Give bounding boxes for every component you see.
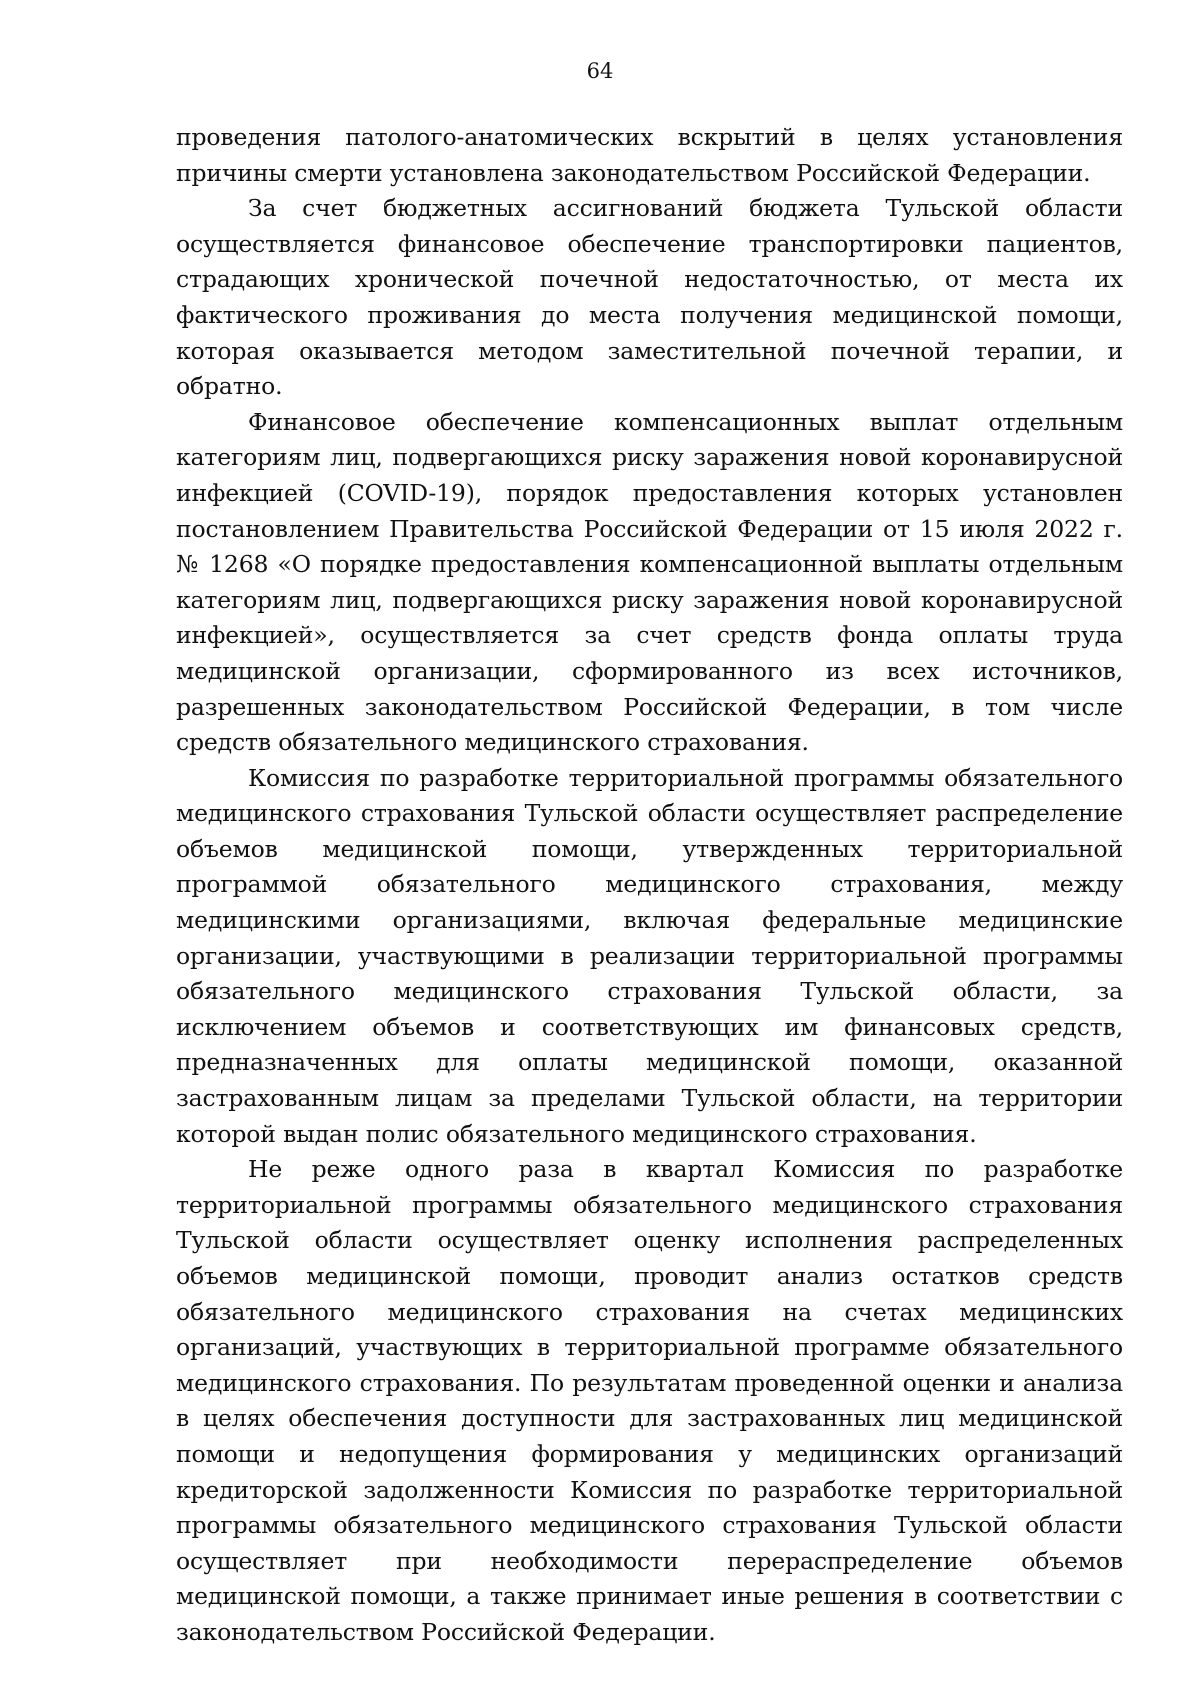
paragraph-commission-distribution: Комиссия по разработке территориальной программы обязательного медицинского страхования Тульской области осуществляет распределение объемов медицинской помощи, утвержденных территориальной программой обязательного медицинского страхования, между медицинскими организациями, включая федеральные медицинские организации, участвующими в реализации территориальной программы обязательного медицинского страхования Тульской области, за исключением объемов и соответствующих им финансовых средств, предназначенных для оплаты медицинской помощи, оказанной застрахованным лицам за пределами Тульской области, на территории которой выдан полис обязательного медицинского страхования.	[176, 763, 1123, 1148]
paragraph-covid-compensation: Финансовое обеспечение компенсационных выплат отдельным категориям лиц, подвергающихся риску заражения новой коронавирусной инфекцией (COVID-19), порядок предоставления которых установлен постановлением Правительства Российской Федерации от 15 июля 2022 г. № 1268 «О порядке предоставления компенсационной выплаты отдельным категориям лиц, подвергающихся риску заражения новой коронавирусной инфекцией», осуществляется за счет средств фонда оплаты труда медицинской организации, сформированного из всех источников, разрешенных законодательством Российской Федерации, в том числе средств обязательного медицинского страхования.	[176, 407, 1123, 757]
paragraph-transport-funding: За счет бюджетных ассигнований бюджета Тульской области осуществляется финансовое обеспечение транспортировки пациентов, страдающих хронической почечной недостаточностью, от места их фактического проживания до места получения медицинской помощи, которая оказывается методом заместительной почечной терапии, и обратно.	[176, 194, 1123, 401]
document-body	[176, 120, 1123, 1651]
page-number: 64	[586, 59, 614, 83]
paragraph-continuation: проведения патолого-анатомических вскрытий в целях установления причины смерти установлена законодательством Российской Федерации.	[176, 123, 1123, 187]
paragraph-quarterly-assessment: Не реже одного раза в квартал Комиссия по разработке территориальной программы обязательного медицинского страхования Тульской области осуществляет оценку исполнения распределенных объемов медицинской помощи, проводит анализ остатков средств обязательного медицинского страхования на счетах медицинских организаций, участвующих в территориальной программе обязательного медицинского страхования. По результатам проведенной оценки и анализа в целях обеспечения доступности для застрахованных лиц медицинской помощи и недопущения формирования у медицинских организаций кредиторской задолженности Комиссия по разработке территориальной программы обязательного медицинского страхования Тульской области осуществляет при необходимости перераспределение объемов медицинской помощи, а также принимает иные решения в соответствии с законодательством Российской Федерации.	[176, 1155, 1123, 1646]
